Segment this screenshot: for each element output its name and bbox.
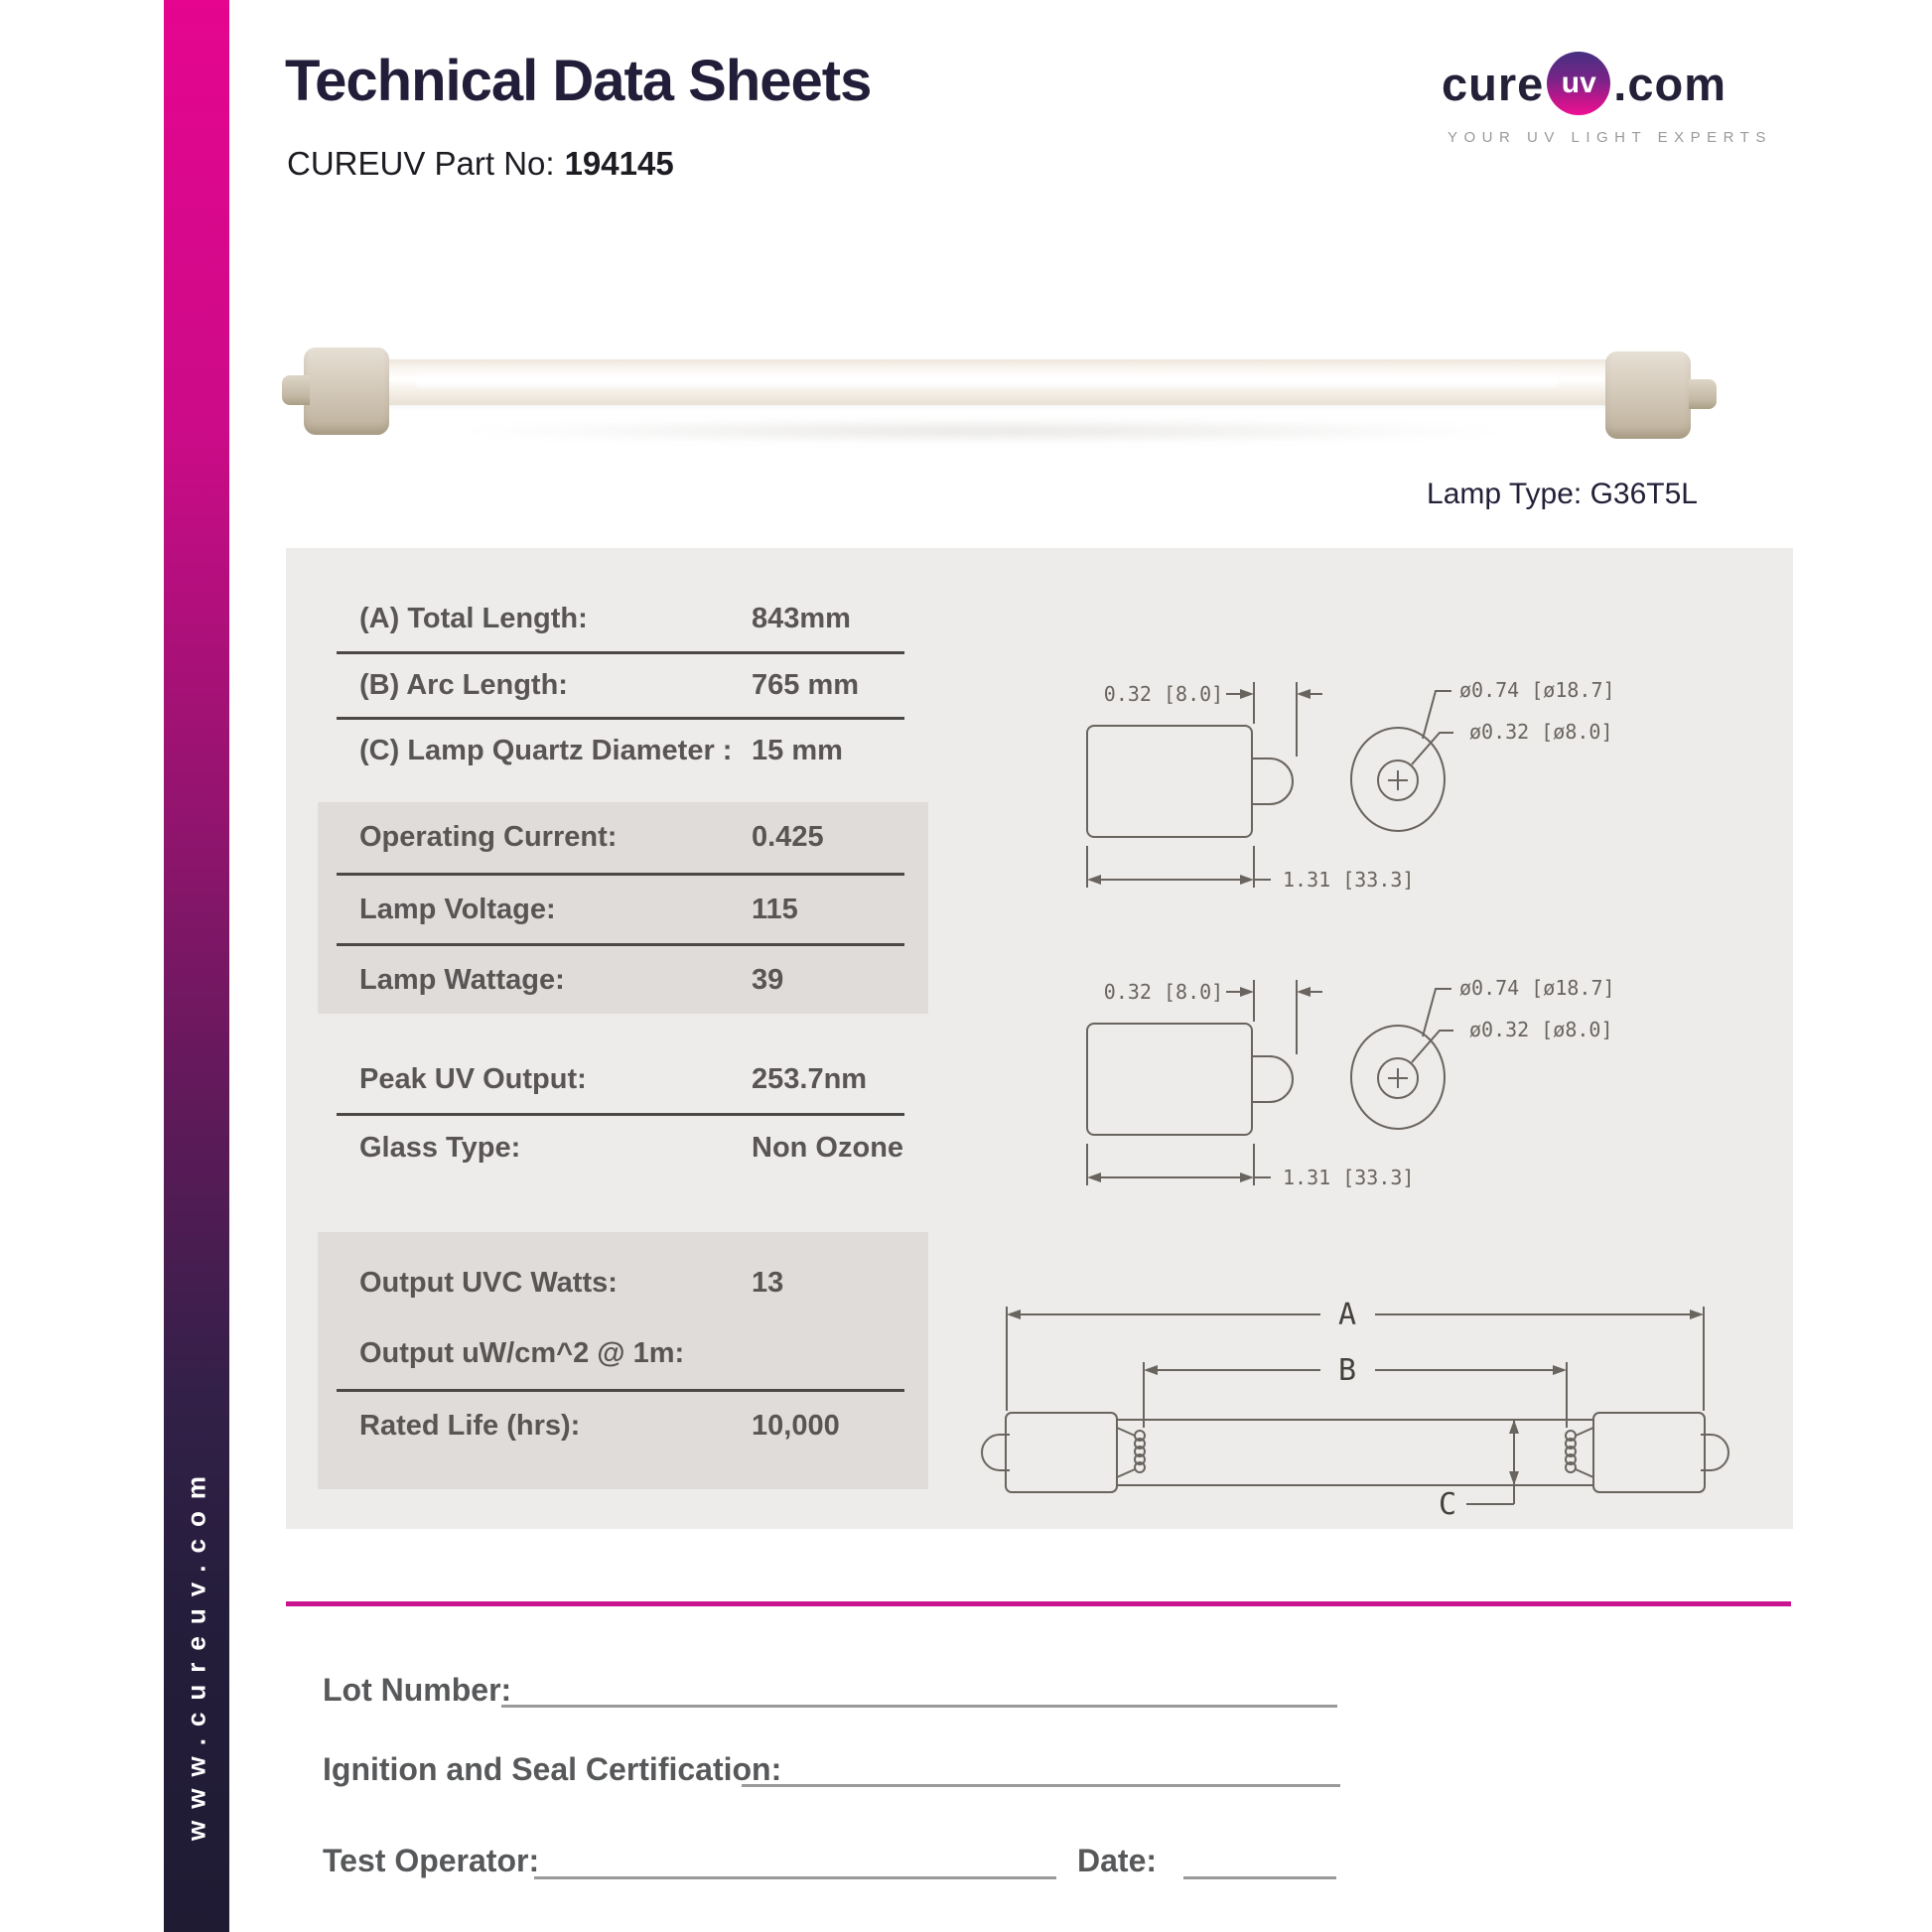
- spec-group-electrical: [318, 802, 928, 1014]
- spec-label: Rated Life (hrs):: [359, 1409, 581, 1442]
- part-number-line: [287, 145, 674, 183]
- spec-row-lamp-voltage: [337, 873, 904, 943]
- spec-label: Operating Current:: [359, 821, 618, 853]
- spec-value: 115: [752, 893, 798, 925]
- lot-number-blank-line: [501, 1705, 1337, 1708]
- logo-wordmark: [1442, 52, 1739, 115]
- spec-label: (A) Total Length:: [359, 602, 588, 634]
- spec-row-output-uvc-watts: [337, 1248, 904, 1318]
- spec-group-dimensions: [318, 586, 928, 782]
- endcap-drawing-top: [1042, 627, 1638, 892]
- spec-row-quartz-diameter: [337, 717, 904, 782]
- lamp-pin-right: [1689, 379, 1717, 409]
- test-operator-label: Test Operator:: [323, 1843, 540, 1878]
- date-label: Date:: [1077, 1843, 1158, 1878]
- certification-label: Ignition and Seal Certification:: [323, 1751, 782, 1787]
- dim-pin-diameter-label: ø0.32 [ø8.0]: [1469, 1018, 1613, 1041]
- spec-label: Output UVC Watts:: [359, 1267, 618, 1299]
- dim-pin-diameter-label: ø0.32 [ø8.0]: [1469, 720, 1613, 744]
- test-operator-blank-line: [534, 1876, 1056, 1879]
- lamp-pin-left: [282, 375, 310, 405]
- footer-accent-rule: [286, 1601, 1791, 1606]
- diagram-endcap-left: [1006, 1413, 1117, 1492]
- logo-text-com: .com: [1613, 57, 1726, 110]
- spec-label: Output uW/cm^2 @ 1m:: [359, 1337, 685, 1369]
- endcap-pin-outline: [1252, 759, 1293, 804]
- dim-pin-length-label: 0.32 [8.0]: [1103, 980, 1224, 1004]
- part-number-label: CUREUV Part No:: [287, 145, 555, 182]
- spec-row-rated-life: [337, 1389, 904, 1459]
- spec-row-glass-type: [337, 1113, 904, 1179]
- lamp-tube: [306, 359, 1668, 405]
- lamp-dimension-diagram: [978, 1279, 1732, 1521]
- lamp-endcap-left: [304, 347, 389, 435]
- spec-value: 39: [752, 963, 784, 996]
- page-title: Technical Data Sheets: [285, 49, 872, 113]
- endcap-drawing-bottom: [1042, 925, 1638, 1189]
- spec-row-lamp-wattage: [337, 943, 904, 1014]
- lamp-type-label: Lamp Type: G36T5L: [1427, 478, 1698, 510]
- spec-value: Non Ozone: [752, 1131, 904, 1164]
- lamp-product-photo: [238, 278, 1727, 462]
- spec-label: Lamp Wattage:: [359, 963, 565, 996]
- endcap-body-outline: [1087, 726, 1252, 837]
- spec-table: [318, 548, 928, 1489]
- spec-label: (C) Lamp Quartz Diameter :: [359, 735, 733, 766]
- spec-label: (B) Arc Length:: [359, 669, 568, 701]
- spec-row-operating-current: [337, 802, 904, 873]
- logo-uv-circle-icon: uv: [1547, 52, 1610, 115]
- diagram-endcap-right: [1593, 1413, 1705, 1492]
- spec-label: Glass Type:: [359, 1131, 521, 1164]
- spec-value: 0.425: [752, 821, 824, 853]
- spec-row-arc-length: [337, 651, 904, 717]
- dim-outer-diameter-label: ø0.74 [ø18.7]: [1459, 976, 1615, 1000]
- dim-cap-length-label: 1.31 [33.3]: [1283, 1166, 1415, 1189]
- spec-value: 15 mm: [752, 735, 843, 766]
- sidebar-website-url: www.cureuv.com: [181, 1464, 211, 1842]
- dim-label-a: A: [1337, 1298, 1357, 1332]
- date-blank-line: [1183, 1876, 1336, 1879]
- spec-row-peak-uv-output: [337, 1046, 904, 1113]
- spec-value: 253.7nm: [752, 1063, 868, 1095]
- spec-row-output-uw-cm2: [337, 1318, 904, 1389]
- spec-value: 13: [752, 1267, 784, 1299]
- cureuv-logo: [1442, 52, 1772, 146]
- dim-cap-length-label: 1.31 [33.3]: [1283, 868, 1415, 892]
- lamp-tube-highlight: [415, 372, 1559, 389]
- part-number-value: 194145: [564, 145, 674, 182]
- certification-blank-line: [742, 1784, 1340, 1787]
- dim-pin-length-label: 0.32 [8.0]: [1103, 682, 1224, 706]
- spec-group-output: [318, 1232, 928, 1489]
- lamp-shadow: [278, 415, 1688, 447]
- spec-label: Lamp Voltage:: [359, 893, 556, 925]
- lamp-endcap-right: [1605, 351, 1691, 439]
- spec-label: Peak UV Output:: [359, 1063, 587, 1095]
- spec-value: 10,000: [752, 1409, 840, 1442]
- lot-number-label: Lot Number:: [323, 1672, 512, 1708]
- endcap-body-outline: [1087, 1024, 1252, 1135]
- spec-value: 765 mm: [752, 669, 860, 701]
- spec-group-optical: [318, 1046, 928, 1179]
- dim-outer-diameter-label: ø0.74 [ø18.7]: [1459, 678, 1615, 702]
- endcap-pin-outline: [1252, 1056, 1293, 1102]
- spec-value: 843mm: [752, 602, 851, 634]
- spec-row-total-length: [337, 586, 904, 651]
- dim-label-c: C: [1438, 1487, 1456, 1521]
- logo-text-cure: cure: [1442, 57, 1545, 110]
- logo-tagline: YOUR UV LIGHT EXPERTS: [1448, 129, 1772, 146]
- dim-label-b: B: [1337, 1353, 1357, 1388]
